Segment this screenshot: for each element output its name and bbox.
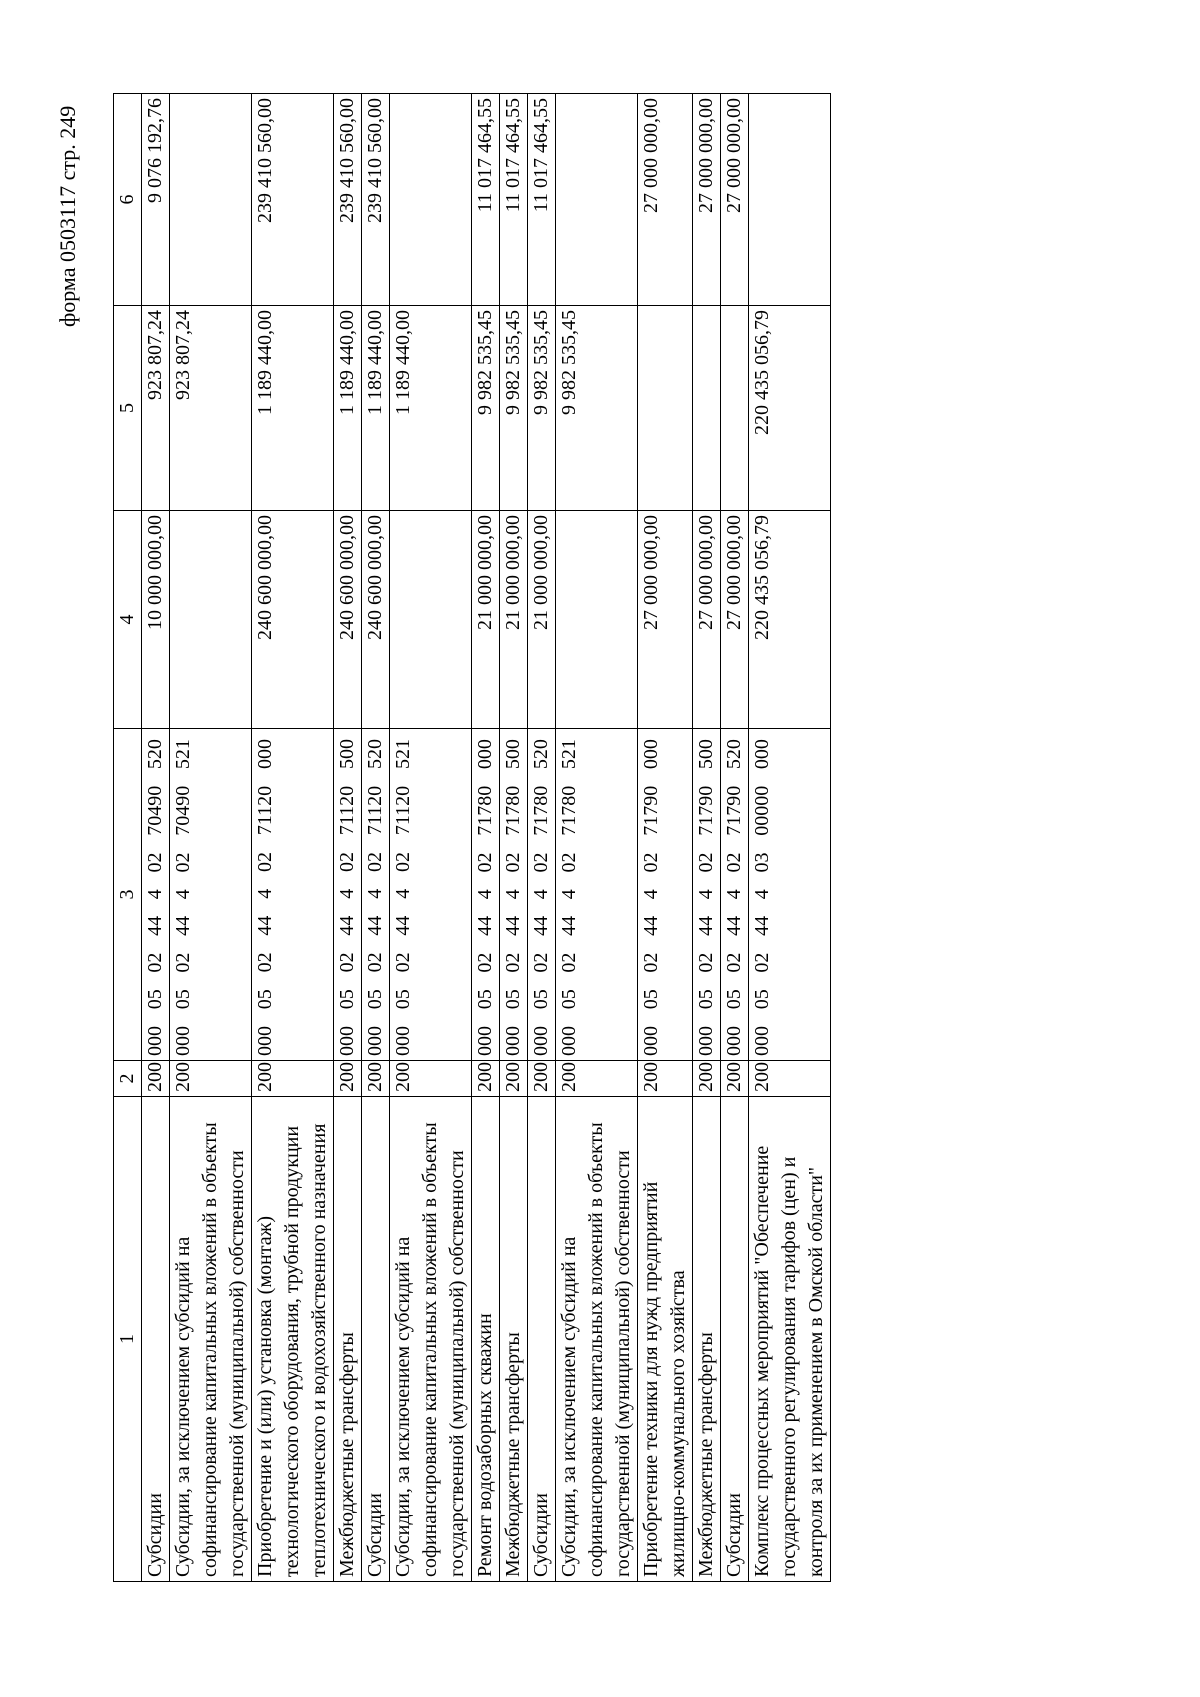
budget-code-part: 05 xyxy=(723,989,745,1010)
budget-code-part: 4 xyxy=(723,889,745,900)
row-approved-amount xyxy=(390,511,472,729)
budget-code-part: 521 xyxy=(558,739,580,770)
budget-code-part: 05 xyxy=(392,989,414,1010)
column-header: 5 xyxy=(114,306,142,511)
budget-code-parts xyxy=(362,733,389,1056)
budget-code-part: 4 xyxy=(502,889,524,900)
row-name: Субсидии xyxy=(142,1097,170,1582)
budget-code-part: 44 xyxy=(502,915,524,936)
budget-code-part: 000 xyxy=(695,1026,717,1056)
budget-code-part: 02 xyxy=(474,852,496,873)
row-budget-code xyxy=(252,729,334,1061)
budget-code-part: 520 xyxy=(530,739,552,770)
row-executed-amount: 9 982 535,45 xyxy=(556,306,638,511)
row-unexecuted-amount: 11 017 464,55 xyxy=(500,94,528,306)
budget-code-part: 44 xyxy=(530,915,552,936)
table-row xyxy=(142,94,170,1582)
budget-code-part: 71780 xyxy=(502,785,524,836)
row-unexecuted-amount: 27 000 000,00 xyxy=(721,94,749,306)
budget-code-parts xyxy=(500,733,527,1056)
column-header: 4 xyxy=(114,511,142,729)
budget-code-part: 000 xyxy=(751,739,773,770)
budget-code-part: 500 xyxy=(695,739,717,770)
budget-code-part: 44 xyxy=(172,915,194,936)
budget-code-part: 05 xyxy=(474,989,496,1010)
budget-code-part: 71120 xyxy=(336,785,358,836)
budget-code-part: 4 xyxy=(530,889,552,900)
table-row xyxy=(390,94,472,1582)
budget-code-parts xyxy=(638,733,665,1056)
row-approved-amount: 27 000 000,00 xyxy=(638,511,693,729)
row-unexecuted-amount: 27 000 000,00 xyxy=(638,94,693,306)
row-executed-amount xyxy=(721,306,749,511)
budget-code-part: 000 xyxy=(144,1026,166,1056)
budget-code-part: 02 xyxy=(751,952,773,973)
row-line-code: 200 xyxy=(390,1061,472,1097)
budget-code-part: 4 xyxy=(144,889,166,900)
row-budget-code xyxy=(556,729,638,1061)
budget-code-part: 520 xyxy=(723,739,745,770)
budget-code-part: 44 xyxy=(695,915,717,936)
row-budget-code xyxy=(500,729,528,1061)
budget-code-part: 71120 xyxy=(364,785,386,836)
budget-code-part: 05 xyxy=(751,989,773,1010)
row-line-code: 200 xyxy=(721,1061,749,1097)
row-budget-code xyxy=(693,729,721,1061)
budget-code-part: 02 xyxy=(392,851,414,872)
row-name: Приобретение и (или) установка (монтаж) технологического оборудования, трубной продукции теплотехнического и водохозяйственного назначения xyxy=(252,1097,334,1582)
budget-code-part: 71790 xyxy=(723,785,745,836)
budget-code-parts xyxy=(749,733,776,1056)
budget-code-part: 71790 xyxy=(640,785,662,836)
budget-code-part: 4 xyxy=(751,889,773,900)
row-budget-code xyxy=(749,729,831,1061)
table-row xyxy=(693,94,721,1582)
budget-code-part: 000 xyxy=(172,1026,194,1056)
table-row xyxy=(334,94,362,1582)
budget-code-part: 02 xyxy=(336,952,358,973)
budget-code-part: 02 xyxy=(502,952,524,973)
row-approved-amount: 240 600 000,00 xyxy=(362,511,390,729)
row-unexecuted-amount xyxy=(556,94,638,306)
budget-code-part: 000 xyxy=(254,739,276,770)
budget-code-part: 000 xyxy=(558,1026,580,1056)
row-approved-amount: 240 600 000,00 xyxy=(252,511,334,729)
row-line-code: 200 xyxy=(252,1061,334,1097)
budget-code-parts xyxy=(693,733,720,1056)
row-executed-amount: 1 189 440,00 xyxy=(252,306,334,511)
row-approved-amount: 10 000 000,00 xyxy=(142,511,170,729)
budget-code-part: 05 xyxy=(364,989,386,1010)
budget-code-part: 02 xyxy=(502,852,524,873)
budget-code-part: 02 xyxy=(364,952,386,973)
row-unexecuted-amount: 11 017 464,55 xyxy=(472,94,500,306)
budget-code-part: 02 xyxy=(144,952,166,973)
budget-code-parts xyxy=(142,733,169,1056)
budget-code-parts xyxy=(390,733,417,1056)
budget-code-part: 71790 xyxy=(695,785,717,836)
table-row xyxy=(528,94,556,1582)
row-line-code: 200 xyxy=(556,1061,638,1097)
row-unexecuted-amount xyxy=(749,94,831,306)
budget-code-part: 4 xyxy=(392,888,414,899)
budget-code-part: 4 xyxy=(336,888,358,899)
budget-code-part: 02 xyxy=(640,952,662,973)
budget-code-part: 521 xyxy=(172,739,194,770)
budget-code-part: 000 xyxy=(640,1026,662,1056)
budget-code-part: 000 xyxy=(474,1026,496,1056)
budget-code-part: 02 xyxy=(254,851,276,872)
budget-code-part: 05 xyxy=(530,989,552,1010)
budget-code-part: 000 xyxy=(336,1026,358,1056)
budget-code-part: 4 xyxy=(640,889,662,900)
row-budget-code xyxy=(170,729,252,1061)
column-header: 6 xyxy=(114,94,142,306)
budget-code-part: 02 xyxy=(172,952,194,973)
budget-code-part: 71780 xyxy=(558,785,580,836)
budget-code-part: 02 xyxy=(640,852,662,873)
budget-code-part: 000 xyxy=(474,739,496,770)
row-approved-amount: 220 435 056,79 xyxy=(749,511,831,729)
budget-code-part: 500 xyxy=(502,739,524,770)
row-line-code: 200 xyxy=(693,1061,721,1097)
row-name: Межбюджетные трансферты xyxy=(693,1097,721,1582)
row-executed-amount: 1 189 440,00 xyxy=(390,306,472,511)
budget-code-parts xyxy=(472,733,499,1056)
row-executed-amount: 9 982 535,45 xyxy=(500,306,528,511)
row-name: Субсидии xyxy=(362,1097,390,1582)
row-executed-amount: 1 189 440,00 xyxy=(362,306,390,511)
row-approved-amount: 27 000 000,00 xyxy=(721,511,749,729)
table-row xyxy=(472,94,500,1582)
budget-code-part: 02 xyxy=(723,852,745,873)
budget-code-part: 05 xyxy=(144,989,166,1010)
budget-code-parts xyxy=(528,733,555,1056)
budget-code-part: 000 xyxy=(640,739,662,770)
row-line-code: 200 xyxy=(528,1061,556,1097)
row-executed-amount: 923 807,24 xyxy=(142,306,170,511)
row-name: Межбюджетные трансферты xyxy=(500,1097,528,1582)
row-line-code: 200 xyxy=(638,1061,693,1097)
table-row xyxy=(170,94,252,1582)
budget-code-part: 02 xyxy=(695,852,717,873)
row-name: Межбюджетные трансферты xyxy=(334,1097,362,1582)
budget-code-part: 05 xyxy=(502,989,524,1010)
column-header: 3 xyxy=(114,729,142,1061)
row-executed-amount xyxy=(638,306,693,511)
budget-code-parts xyxy=(334,733,361,1056)
budget-code-part: 02 xyxy=(530,852,552,873)
row-name: Комплекс процессных мероприятий "Обеспечение государственного регулирования тарифов (цен) и контроля за их применением в Омской области" xyxy=(749,1097,831,1582)
budget-code-part: 02 xyxy=(172,852,194,873)
table-row xyxy=(556,94,638,1582)
row-budget-code xyxy=(721,729,749,1061)
budget-code-part: 02 xyxy=(558,852,580,873)
row-unexecuted-amount xyxy=(390,94,472,306)
row-name: Ремонт водозаборных скважин xyxy=(472,1097,500,1582)
row-approved-amount: 27 000 000,00 xyxy=(693,511,721,729)
budget-code-part: 44 xyxy=(751,915,773,936)
budget-code-part: 02 xyxy=(144,852,166,873)
budget-code-part: 000 xyxy=(392,1026,414,1056)
budget-code-part: 05 xyxy=(172,989,194,1010)
budget-code-part: 00000 xyxy=(751,785,773,836)
budget-code-part: 05 xyxy=(558,989,580,1010)
budget-code-part: 4 xyxy=(254,888,276,899)
budget-code-part: 000 xyxy=(502,1026,524,1056)
budget-code-parts xyxy=(252,733,279,1056)
budget-code-part: 02 xyxy=(392,952,414,973)
row-approved-amount: 21 000 000,00 xyxy=(528,511,556,729)
table-row xyxy=(721,94,749,1582)
row-line-code: 200 xyxy=(362,1061,390,1097)
budget-code-part: 000 xyxy=(254,1026,276,1056)
budget-code-part: 02 xyxy=(474,952,496,973)
row-budget-code xyxy=(638,729,693,1061)
budget-code-part: 500 xyxy=(336,739,358,770)
budget-code-part: 03 xyxy=(751,852,773,873)
budget-code-parts xyxy=(170,733,197,1056)
row-executed-amount xyxy=(693,306,721,511)
budget-code-parts xyxy=(556,733,583,1056)
row-executed-amount: 220 435 056,79 xyxy=(749,306,831,511)
budget-code-part: 000 xyxy=(364,1026,386,1056)
row-unexecuted-amount: 239 410 560,00 xyxy=(334,94,362,306)
row-executed-amount: 1 189 440,00 xyxy=(334,306,362,511)
budget-code-part: 05 xyxy=(336,989,358,1010)
table-row xyxy=(500,94,528,1582)
budget-code-part: 000 xyxy=(530,1026,552,1056)
row-unexecuted-amount: 27 000 000,00 xyxy=(693,94,721,306)
row-line-code: 200 xyxy=(170,1061,252,1097)
budget-code-part: 4 xyxy=(364,888,386,899)
budget-code-part: 44 xyxy=(144,915,166,936)
budget-code-part: 71780 xyxy=(530,785,552,836)
row-unexecuted-amount: 239 410 560,00 xyxy=(252,94,334,306)
budget-code-part: 4 xyxy=(172,889,194,900)
row-budget-code xyxy=(472,729,500,1061)
budget-code-part: 02 xyxy=(723,952,745,973)
row-line-code: 200 xyxy=(749,1061,831,1097)
row-budget-code xyxy=(334,729,362,1061)
row-approved-amount: 21 000 000,00 xyxy=(472,511,500,729)
row-name: Субсидии, за исключением субсидий на софинансирование капитальных вложений в объекты государственной (муниципальной) собственности xyxy=(390,1097,472,1582)
budget-code-part: 02 xyxy=(254,952,276,973)
table-row xyxy=(638,94,693,1582)
row-unexecuted-amount xyxy=(170,94,252,306)
table-row xyxy=(749,94,831,1582)
budget-code-part: 05 xyxy=(254,989,276,1010)
budget-code-part: 71120 xyxy=(392,785,414,836)
row-budget-code xyxy=(362,729,390,1061)
table-row xyxy=(252,94,334,1582)
budget-code-part: 000 xyxy=(723,1026,745,1056)
budget-code-part: 44 xyxy=(392,915,414,936)
budget-code-part: 44 xyxy=(254,915,276,936)
row-name: Приобретение техники для нужд предприятий жилищно-коммунального хозяйства xyxy=(638,1097,693,1582)
budget-code-part: 02 xyxy=(336,851,358,872)
budget-code-part: 02 xyxy=(530,952,552,973)
budget-code-part: 44 xyxy=(474,915,496,936)
row-name: Субсидии, за исключением субсидий на софинансирование капитальных вложений в объекты государственной (муниципальной) собственности xyxy=(556,1097,638,1582)
budget-code-part: 70490 xyxy=(172,785,194,836)
budget-code-part: 05 xyxy=(640,989,662,1010)
row-budget-code xyxy=(390,729,472,1061)
column-number-row xyxy=(114,94,142,1582)
budget-code-parts xyxy=(721,733,748,1056)
column-header: 1 xyxy=(114,1097,142,1582)
budget-code-part: 44 xyxy=(558,915,580,936)
budget-code-part: 000 xyxy=(751,1026,773,1056)
table-row xyxy=(362,94,390,1582)
budget-code-part: 71120 xyxy=(254,785,276,836)
budget-code-part: 02 xyxy=(558,952,580,973)
row-approved-amount xyxy=(170,511,252,729)
row-approved-amount xyxy=(556,511,638,729)
budget-code-part: 4 xyxy=(695,889,717,900)
row-unexecuted-amount: 11 017 464,55 xyxy=(528,94,556,306)
row-executed-amount: 9 982 535,45 xyxy=(472,306,500,511)
budget-code-part: 520 xyxy=(364,739,386,770)
budget-code-part: 520 xyxy=(144,739,166,770)
row-line-code: 200 xyxy=(142,1061,170,1097)
row-executed-amount: 923 807,24 xyxy=(170,306,252,511)
budget-code-part: 44 xyxy=(640,915,662,936)
row-unexecuted-amount: 239 410 560,00 xyxy=(362,94,390,306)
row-line-code: 200 xyxy=(472,1061,500,1097)
table-body xyxy=(114,94,831,1582)
budget-code-part: 70490 xyxy=(144,785,166,836)
row-unexecuted-amount: 9 076 192,76 xyxy=(142,94,170,306)
budget-code-part: 02 xyxy=(364,851,386,872)
row-executed-amount: 9 982 535,45 xyxy=(528,306,556,511)
budget-code-part: 44 xyxy=(336,915,358,936)
budget-code-part: 44 xyxy=(723,915,745,936)
row-budget-code xyxy=(528,729,556,1061)
row-name: Субсидии xyxy=(528,1097,556,1582)
budget-code-part: 02 xyxy=(695,952,717,973)
budget-code-part: 44 xyxy=(364,915,386,936)
budget-code-part: 05 xyxy=(695,989,717,1010)
row-approved-amount: 21 000 000,00 xyxy=(500,511,528,729)
row-line-code: 200 xyxy=(500,1061,528,1097)
report-table xyxy=(113,93,831,1582)
row-budget-code xyxy=(142,729,170,1061)
row-line-code: 200 xyxy=(334,1061,362,1097)
column-header: 2 xyxy=(114,1061,142,1097)
budget-code-part: 71780 xyxy=(474,785,496,836)
budget-code-part: 4 xyxy=(474,889,496,900)
row-name: Субсидии, за исключением субсидий на софинансирование капитальных вложений в объекты государственной (муниципальной) собственности xyxy=(170,1097,252,1582)
row-approved-amount: 240 600 000,00 xyxy=(334,511,362,729)
form-header: форма 0503117 стр. 249 xyxy=(55,105,80,327)
budget-code-part: 4 xyxy=(558,889,580,900)
row-name: Субсидии xyxy=(721,1097,749,1582)
budget-code-part: 521 xyxy=(392,739,414,770)
